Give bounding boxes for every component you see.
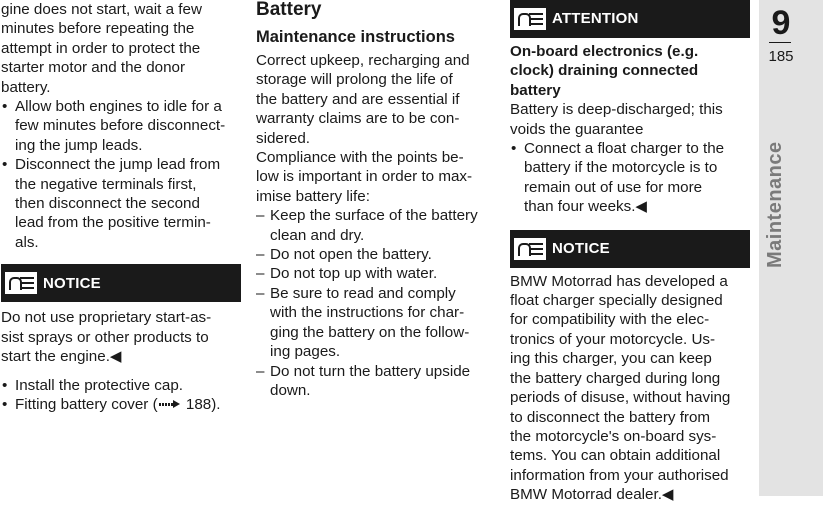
text-line: voids the guarantee xyxy=(510,120,644,138)
divider xyxy=(769,42,791,43)
text-line: On-board electronics (e.g. xyxy=(510,43,699,60)
text-line: for compatibility with the elec- xyxy=(510,311,710,329)
text-line: sidered. xyxy=(256,129,311,147)
text-line: ing the jump leads. xyxy=(15,136,143,154)
list-item xyxy=(1,97,241,155)
text-line: – Do not open the battery. xyxy=(270,246,432,264)
text-line: battery. xyxy=(1,78,51,96)
column-middle xyxy=(256,0,496,400)
text-line: the battery and are essential if xyxy=(256,90,460,108)
text-line: starter motor and the donor xyxy=(1,59,186,77)
chapter-sidebar xyxy=(759,0,823,496)
text-line: tronics of your motorcycle. Us- xyxy=(510,330,716,348)
text-line: ing this charger, you can keep xyxy=(510,350,712,368)
text-line: – Do not top up with water. xyxy=(270,265,438,283)
attention-bar xyxy=(510,0,750,38)
text-line: with the instructions for char- xyxy=(270,304,465,322)
text-line: clean and dry. xyxy=(270,226,365,244)
text-line: to disconnect the battery from xyxy=(510,408,711,426)
paragraph xyxy=(256,148,496,206)
list-item xyxy=(256,284,496,362)
text-line: low is important in order to max- xyxy=(256,168,473,186)
page-number: 185 xyxy=(768,48,794,65)
text-line: – Keep the surface of the battery xyxy=(270,207,478,225)
notice-hand-icon xyxy=(5,272,37,294)
text-line: BMW Motorrad dealer.◀ xyxy=(510,486,674,504)
text-line: ging the battery on the follow- xyxy=(270,323,470,341)
text-line: clock) draining connected xyxy=(510,62,699,80)
text-line: warranty claims are to be con- xyxy=(256,110,460,128)
section-subtitle: Maintenance instructions xyxy=(256,28,455,46)
text-line: float charger specially designed xyxy=(510,292,723,310)
text-line: tems. You can obtain additional xyxy=(510,447,721,465)
attention-hand-icon xyxy=(514,8,546,30)
text-line: als. xyxy=(15,233,39,251)
text-line xyxy=(15,395,241,414)
text-line: minutes before repeating the xyxy=(1,20,195,38)
notice-bar xyxy=(1,264,241,302)
section-title: Battery xyxy=(256,0,322,20)
text-line: few minutes before disconnect- xyxy=(15,117,226,135)
list-item xyxy=(256,245,496,264)
notice-text xyxy=(510,272,750,505)
notice-bar xyxy=(510,230,750,268)
text-line: Do not use proprietary start-as- xyxy=(1,309,212,327)
notice-label: NOTICE xyxy=(43,274,101,292)
notice-text xyxy=(1,308,241,366)
paragraph xyxy=(256,51,496,148)
notice-hand-icon xyxy=(514,238,546,260)
text-line: ing pages. xyxy=(270,343,341,361)
text-line: then disconnect the second xyxy=(15,195,200,213)
text-line: information from your authorised xyxy=(510,466,729,484)
text-line: lead from the positive termin- xyxy=(15,214,211,232)
list-item xyxy=(1,376,241,395)
text-line: the battery charged during long xyxy=(510,369,721,387)
text-line: remain out of use for more xyxy=(524,178,703,196)
text-line: start the engine.◀ xyxy=(1,348,122,366)
ref-page[interactable]: 188). xyxy=(181,395,221,413)
text-line: battery xyxy=(510,81,561,99)
list-item xyxy=(1,395,241,414)
text-line: Battery is deep-discharged; this xyxy=(510,101,723,119)
chapter-number: 9 xyxy=(771,4,791,42)
chapter-title: Maintenance xyxy=(764,141,786,268)
text-line: – Do not turn the battery upside xyxy=(270,362,471,380)
text-line: Compliance with the points be- xyxy=(256,149,464,167)
continued-paragraph xyxy=(1,0,241,97)
list-item xyxy=(256,264,496,283)
list-item xyxy=(1,155,241,252)
text-line: • Install the protective cap. xyxy=(15,376,183,394)
attention-heading xyxy=(510,42,750,100)
text-line: • Disconnect the jump lead from xyxy=(15,156,221,174)
notice-label: NOTICE xyxy=(552,239,610,257)
text-line: the negative terminals first, xyxy=(15,175,197,193)
column-left xyxy=(1,0,241,414)
text-line: periods of disuse, without having xyxy=(510,389,731,407)
text-line: • Connect a float charger to the xyxy=(524,140,725,158)
text-line: imise battery life: xyxy=(256,187,370,205)
text-line: storage will prolong the life of xyxy=(256,71,453,89)
text-line: sist sprays or other products to xyxy=(1,328,209,346)
text-line: • Allow both engines to idle for a xyxy=(15,98,222,116)
text-line: attempt in order to protect the xyxy=(1,39,201,57)
arrow-ref-icon xyxy=(159,400,181,409)
text-line: BMW Motorrad has developed a xyxy=(510,272,728,290)
list-item xyxy=(256,362,496,401)
attention-label: ATTENTION xyxy=(552,10,639,28)
text-line: battery if the motorcycle is to xyxy=(524,159,718,177)
list-item xyxy=(510,139,750,217)
text-line: gine does not start, wait a few xyxy=(1,1,202,18)
attention-text xyxy=(510,100,750,139)
text-line: than four weeks.◀ xyxy=(524,198,648,216)
text-line: down. xyxy=(270,381,311,399)
text-line: – Be sure to read and comply xyxy=(270,284,456,302)
column-right xyxy=(510,0,750,505)
text-line: the motorcycle's on-board sys- xyxy=(510,427,717,445)
list-item xyxy=(256,206,496,245)
text-line: Correct upkeep, recharging and xyxy=(256,52,470,69)
ref-text: Fitting battery cover ( xyxy=(15,395,158,413)
